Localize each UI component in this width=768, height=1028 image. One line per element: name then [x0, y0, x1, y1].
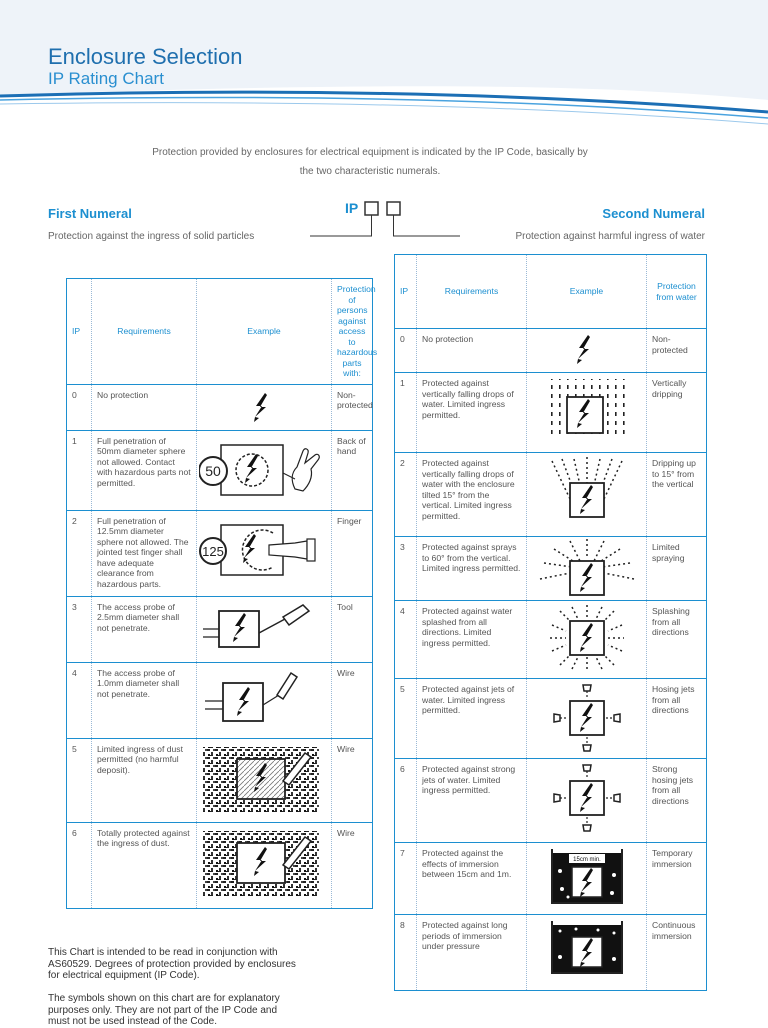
protection-text: Wire — [332, 738, 373, 822]
drip-svg — [532, 375, 642, 441]
immersion-temporary-icon — [527, 843, 647, 915]
jets-icon — [527, 679, 647, 759]
protection-text: Temporary immersion — [647, 843, 707, 915]
ip-value: 8 — [395, 915, 417, 991]
requirement-text: Limited ingress of dust permitted (no harmful deposit). — [92, 738, 197, 822]
protection-text: Wire — [332, 822, 373, 908]
protection-text: Continuous immersion — [647, 915, 707, 991]
sphere-125-finger-icon — [197, 510, 332, 596]
requirement-text: Full penetration of 50mm diameter sphere not allowed. Contact with hazardous parts not permitted. — [92, 430, 197, 510]
requirement-text: Totally protected against the ingress of dust. — [92, 822, 197, 908]
col-header-protection: Protection from water — [647, 255, 707, 329]
table-row — [67, 662, 373, 738]
table-row — [395, 329, 707, 373]
protection-text: Limited spraying — [647, 537, 707, 601]
protection-text: Tool — [332, 596, 373, 662]
requirement-text: Protected against water splashed from all directions. Limited ingress permitted. — [417, 601, 527, 679]
col-header-example: Example — [527, 255, 647, 329]
dust-tight-icon — [197, 822, 332, 908]
table-row — [395, 915, 707, 991]
page-title: Enclosure Selection — [48, 44, 243, 69]
footnote-1: This Chart is intended to be read in conjunction with AS60529. Degrees of protection provided by enclosures for electrical equipment (IP Code). — [48, 947, 296, 981]
lightning-icon — [197, 384, 332, 430]
ip-code-diagram — [305, 196, 465, 242]
table-row — [67, 510, 373, 596]
strong-jets-icon — [527, 759, 647, 843]
protection-text: Wire — [332, 662, 373, 738]
table-row — [67, 430, 373, 510]
protection-text: Strong hosing jets from all directions — [647, 759, 707, 843]
requirement-text: No protection — [92, 384, 197, 430]
vertical-drip-icon — [527, 373, 647, 453]
ip-value: 7 — [395, 843, 417, 915]
ip-value: 6 — [395, 759, 417, 843]
second-numeral-table — [394, 254, 707, 991]
second-numeral-heading: Second Numeral — [602, 206, 705, 221]
dust-limited-icon — [197, 738, 332, 822]
requirement-text: Protected against the effects of immersion between 15cm and 1m. — [417, 843, 527, 915]
ip-value: 4 — [395, 601, 417, 679]
ip-value: 2 — [67, 510, 92, 596]
col-header-ip: IP — [72, 326, 81, 336]
ip-value: 0 — [67, 384, 92, 430]
requirement-text: Protected against strong jets of water. Limited ingress permitted. — [417, 759, 527, 843]
protection-text: Non-protected — [332, 384, 373, 430]
protection-text: Non-protected — [647, 329, 707, 373]
ip-value: 0 — [395, 329, 417, 373]
requirement-text: Protected against long periods of immersion under pressure — [417, 915, 527, 991]
requirement-text: Full penetration of 12.5mm diameter sphere not allowed. The jointed test finger shall have adequate clearance from hazardous parts. — [92, 510, 197, 596]
protection-text: Dripping up to 15° from the vertical — [647, 453, 707, 537]
first-numeral-subheading: Protection against the ingress of solid particles — [48, 231, 255, 242]
ip-value: 1 — [395, 373, 417, 453]
sphere-label: 125 — [202, 543, 224, 559]
requirement-text: The access probe of 2.5mm diameter shall not penetrate. — [92, 596, 197, 662]
protection-text: Vertically dripping — [647, 373, 707, 453]
col-header-example: Example — [197, 279, 332, 385]
table-row — [67, 596, 373, 662]
requirement-text: Protected against sprays to 60° from the vertical. Limited ingress permitted. — [417, 537, 527, 601]
first-numeral-heading: First Numeral — [48, 206, 132, 221]
footnote-2: The symbols shown on this chart are for explanatory purposes only. They are not part of the IP Code and must not be used instead of the Code. — [48, 993, 280, 1027]
ip-value: 6 — [67, 822, 92, 908]
requirement-text: The access probe of 1.0mm diameter shall not penetrate. — [92, 662, 197, 738]
col-header-ip: IP — [400, 286, 409, 297]
requirement-text: No protection — [417, 329, 527, 373]
table-row — [395, 759, 707, 843]
table-row — [395, 537, 707, 601]
sphere-label: 50 — [205, 462, 221, 479]
col-header-requirements: Requirements — [417, 255, 527, 329]
table-row — [67, 738, 373, 822]
protection-text: Back of hand — [332, 430, 373, 510]
ip-value: 5 — [395, 679, 417, 759]
lightning-icon — [527, 329, 647, 373]
ip-value: 1 — [67, 430, 92, 510]
immersion-depth-label: 15cm min. — [572, 857, 601, 863]
table-header-row — [395, 255, 707, 329]
table-header-row — [67, 279, 373, 385]
immersion-continuous-icon — [527, 915, 647, 991]
col-header-requirements: Requirements — [92, 279, 197, 385]
tilted-drip-icon — [527, 453, 647, 537]
table-row — [395, 679, 707, 759]
protection-text: Finger — [332, 510, 373, 596]
table-row — [395, 843, 707, 915]
ip-value: 4 — [67, 662, 92, 738]
requirement-text: Protected against jets of water. Limited ingress permitted. — [417, 679, 527, 759]
splash-icon — [527, 601, 647, 679]
protection-text: Splashing from all directions — [647, 601, 707, 679]
spray-icon — [527, 537, 647, 601]
page-subtitle: IP Rating Chart — [48, 69, 164, 88]
protection-text: Hosing jets from all directions — [647, 679, 707, 759]
tool-probe-icon — [197, 596, 332, 662]
ip-value: 3 — [67, 596, 92, 662]
ip-value: 5 — [67, 738, 92, 822]
table-row — [395, 373, 707, 453]
requirement-text: Protected against vertically falling drops of water. Limited ingress permitted. — [417, 373, 527, 453]
intro-text: Protection provided by enclosures for electrical equipment is indicated by the IP Code, basically by the two characteristic numerals. — [152, 147, 588, 177]
table-row — [395, 601, 707, 679]
col-header-protection: Protection of persons against access to hazardous parts with: — [332, 279, 373, 385]
ip-code-label: IP — [345, 200, 359, 216]
second-numeral-subheading: Protection against harmful ingress of water — [515, 231, 705, 242]
first-numeral-table — [66, 278, 378, 909]
sphere-50-hand-icon — [197, 430, 332, 510]
wire-probe-icon — [197, 662, 332, 738]
requirement-text: Protected against vertically falling drops of water with the enclosure tilted 15° from the vertical. Limited ingress permitted. — [417, 453, 527, 537]
table-row — [395, 453, 707, 537]
table-row — [67, 822, 373, 908]
ip-value: 3 — [395, 537, 417, 601]
table-row — [67, 384, 373, 430]
ip-value: 2 — [395, 453, 417, 537]
